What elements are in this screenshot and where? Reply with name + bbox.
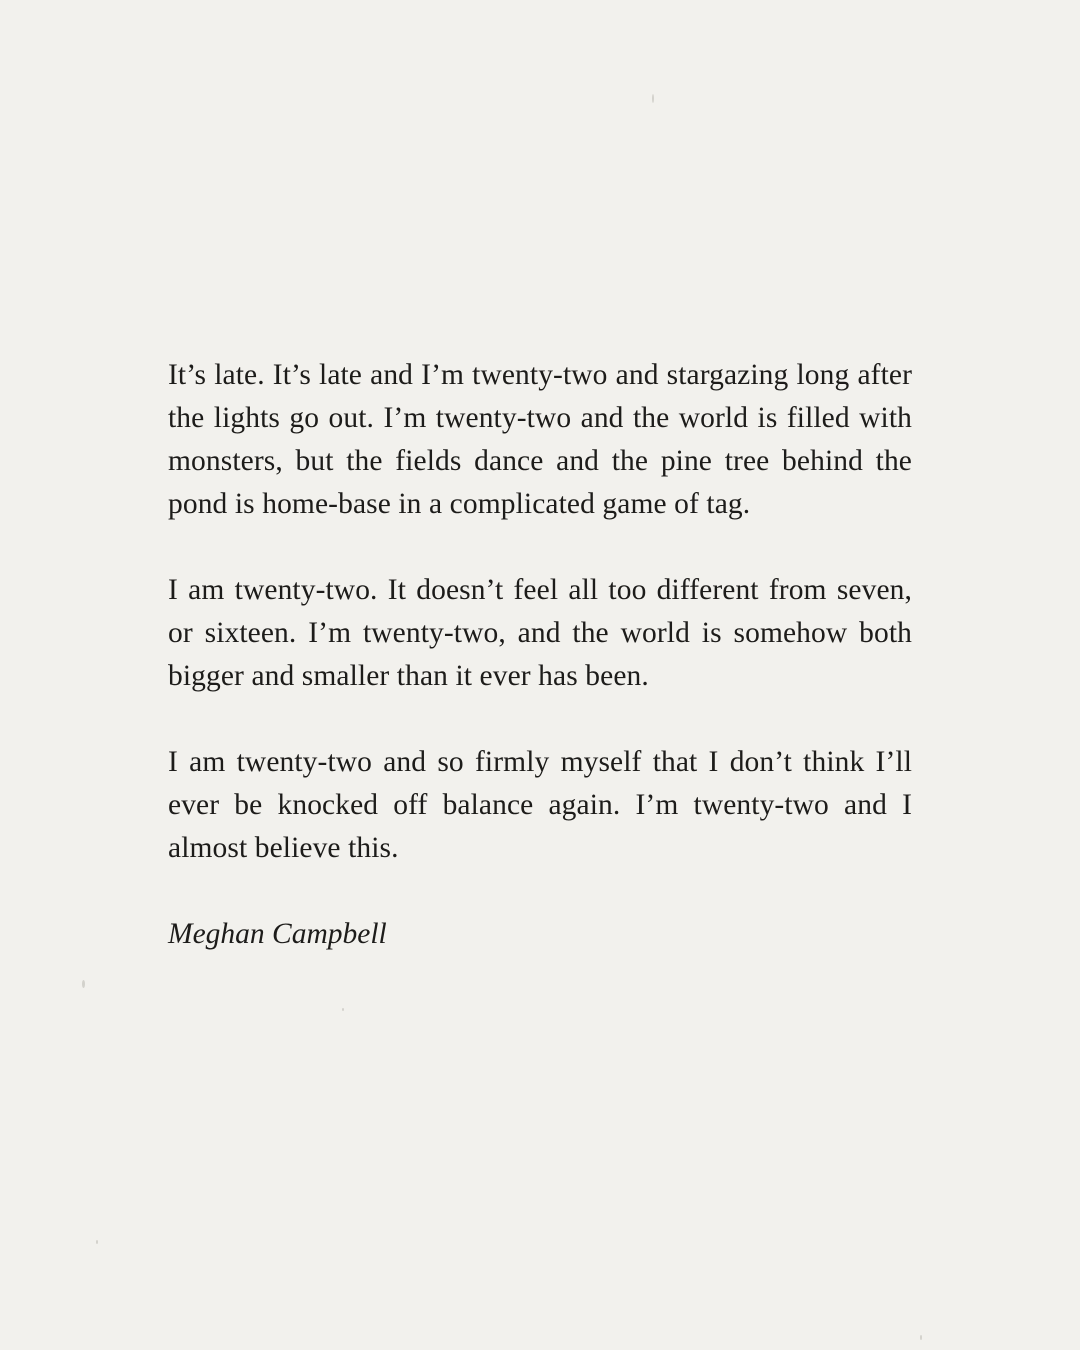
paper-speck (652, 94, 654, 103)
author-signature: Meghan Campbell (168, 918, 387, 950)
poem-paragraph-1: It’s late. It’s late and I’m twenty-two and stargazing long after the lights go out. I’m twenty-two and the world is filled with monsters, but the fields dance and the pine tree behind the pond is home-base in a complicated game of tag. (168, 359, 912, 520)
paper-speck (82, 980, 85, 988)
poem-paragraph-3: I am twenty-two and so firmly myself that I don’t think I’ll ever be knocked off balance again. I’m twenty-two and I almost believe this. (168, 746, 912, 864)
paper-speck (342, 1008, 344, 1011)
paper-speck (920, 1335, 922, 1340)
poem-paragraph-2: I am twenty-two. It doesn’t feel all too different from seven, or sixteen. I’m twenty-two, and the world is somehow both bigger and smaller than it ever has been. (168, 574, 912, 692)
paper-speck (96, 1240, 98, 1244)
poem-text (168, 354, 912, 956)
